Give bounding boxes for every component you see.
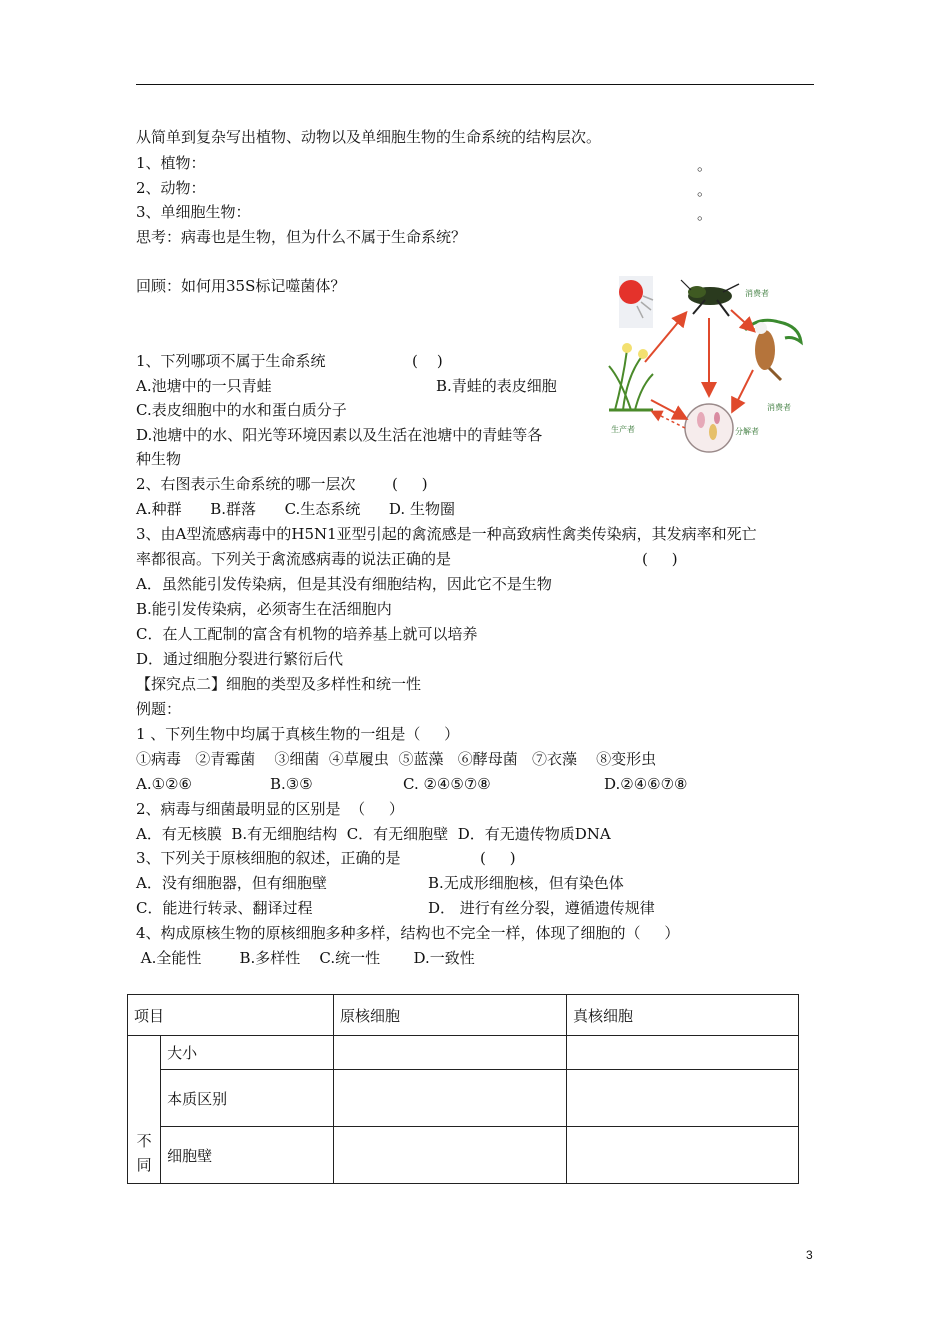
e2-stem: 2、病毒与细菌最明显的区别是 （ ） [136, 800, 404, 818]
q1-option-c: C.表皮细胞中的水和蛋白质分子 [136, 401, 347, 419]
e4-options: A.全能性 B.多样性 C.统一性 D.一致性 [136, 949, 475, 967]
table-row-label: 大小 [161, 1036, 334, 1070]
e3-option-d: D． 进行有丝分裂，遵循遗传规律 [428, 899, 655, 917]
e1-option-b: B.③⑤ [270, 775, 313, 793]
q1-option-a: A.池塘中的一只青蛙 [136, 377, 272, 395]
page-number: 3 [806, 1248, 813, 1262]
q1-paren: ( ) [412, 352, 443, 370]
e1-option-a: A.①②⑥ [136, 775, 192, 793]
e4-stem: 4、构成原核生物的原核细胞多种多样，结构也不完全一样，体现了细胞的（ ） [136, 924, 680, 942]
producer-label: 生产者 [611, 425, 635, 434]
table-row-label: 本质区别 [161, 1070, 334, 1127]
e3-option-b: B.无成形细胞核，但有染色体 [428, 874, 624, 892]
table-cell [334, 1036, 567, 1070]
table-cell [334, 1127, 567, 1184]
intro-question: 从简单到复杂写出植物、动物以及单细胞生物的生命系统的结构层次。 [136, 128, 602, 146]
q2-stem: 2、右图表示生命系统的哪一层次 [136, 475, 356, 493]
consumer2-label: 消费者 [767, 403, 791, 412]
table-header-prokaryote: 原核细胞 [334, 995, 567, 1036]
q3-option-c: C．在人工配制的富含有机物的培养基上就可以培养 [136, 625, 478, 643]
e3-paren: ( ) [480, 849, 516, 867]
q3-stem-cont: 率都很高。下列关于禽流感病毒的说法正确的是 [136, 550, 452, 568]
q1-option-d: D.池塘中的水、阳光等环境因素以及生活在池塘中的青蛙等各 [136, 426, 543, 444]
q3-stem: 3、由A型流感病毒中的H5N1亚型引起的禽流感是一种高致病性禽类传染病，其发病率和死亡 [136, 525, 757, 543]
sun-icon [619, 276, 653, 328]
table-row-label: 细胞壁 [161, 1127, 334, 1184]
q2-options: A.种群 B.群落 C.生态系统 D. 生物圈 [136, 500, 455, 518]
header-rule [136, 84, 814, 85]
table-header-item: 项目 [128, 995, 334, 1036]
intro-item-unicellular: 3、单细胞生物： [136, 203, 251, 221]
think-question: 思考：病毒也是生物，但为什么不属于生命系统？ [136, 228, 467, 246]
e2-options: A．有无核膜 B.有无细胞结构 C．有无细胞壁 D．有无遗传物质DNA [136, 825, 611, 843]
comparison-table [127, 994, 799, 1184]
q3-option-b: B.能引发传染病，必须寄生在活细胞内 [136, 600, 392, 618]
table-row [128, 1036, 799, 1070]
q1-stem: 1、下列哪项不属于生命系统 [136, 352, 326, 370]
intro-item-animal: 2、动物： [136, 179, 206, 197]
q3-paren: ( ) [642, 550, 678, 568]
consumer1-label: 消费者 [745, 289, 769, 298]
e1-stem: 1 、下列生物中均属于真核生物的一组是（ ） [136, 725, 460, 743]
q1-option-d-cont: 种生物 [136, 450, 182, 468]
table-cell [567, 1036, 799, 1070]
e3-option-a: A．没有细胞器，但有细胞壁 [136, 874, 327, 892]
e1-list: ①病毒 ②青霉菌 ③细菌 ④草履虫 ⑤蓝藻 ⑥酵母菌 ⑦衣藻 ⑧变形虫 [136, 750, 657, 768]
end-mark: 。 [697, 156, 713, 174]
table-header-eukaryote: 真核细胞 [567, 995, 799, 1036]
grasshopper-icon [681, 280, 739, 316]
q2-paren: ( ) [392, 475, 428, 493]
plant-icon [609, 343, 653, 410]
end-mark: 。 [697, 205, 713, 223]
decomposer-label: 分解者 [735, 427, 759, 436]
table-header-row [128, 995, 799, 1036]
e3-option-c: C．能进行转录、翻译过程 [136, 899, 313, 917]
q1-option-b: B.青蛙的表皮细胞 [436, 377, 557, 395]
e3-stem: 3、下列关于原核细胞的叙述，正确的是 [136, 849, 401, 867]
e1-option-c: C. ②④⑤⑦⑧ [403, 775, 491, 793]
review-question: 回顾：如何用35S标记噬菌体？ [136, 277, 346, 295]
decomposer-icon [685, 404, 733, 452]
table-cell [567, 1127, 799, 1184]
example-label: 例题： [136, 700, 182, 718]
intro-item-plant: 1、植物： [136, 154, 206, 172]
section2-title: 【探究点二】细胞的类型及多样性和统一性 [136, 675, 422, 693]
table-group-label: 不 同 [128, 1036, 161, 1184]
table-row [128, 1070, 799, 1127]
ecosystem-figure [605, 270, 817, 465]
table-cell [334, 1070, 567, 1127]
q3-option-a: A．虽然能引发传染病，但是其没有细胞结构，因此它不是生物 [136, 575, 552, 593]
q3-option-d: D．通过细胞分裂进行繁衍后代 [136, 650, 344, 668]
end-mark: 。 [697, 181, 713, 199]
table-row [128, 1127, 799, 1184]
table-cell [567, 1070, 799, 1127]
e1-option-d: D.②④⑥⑦⑧ [604, 775, 688, 793]
